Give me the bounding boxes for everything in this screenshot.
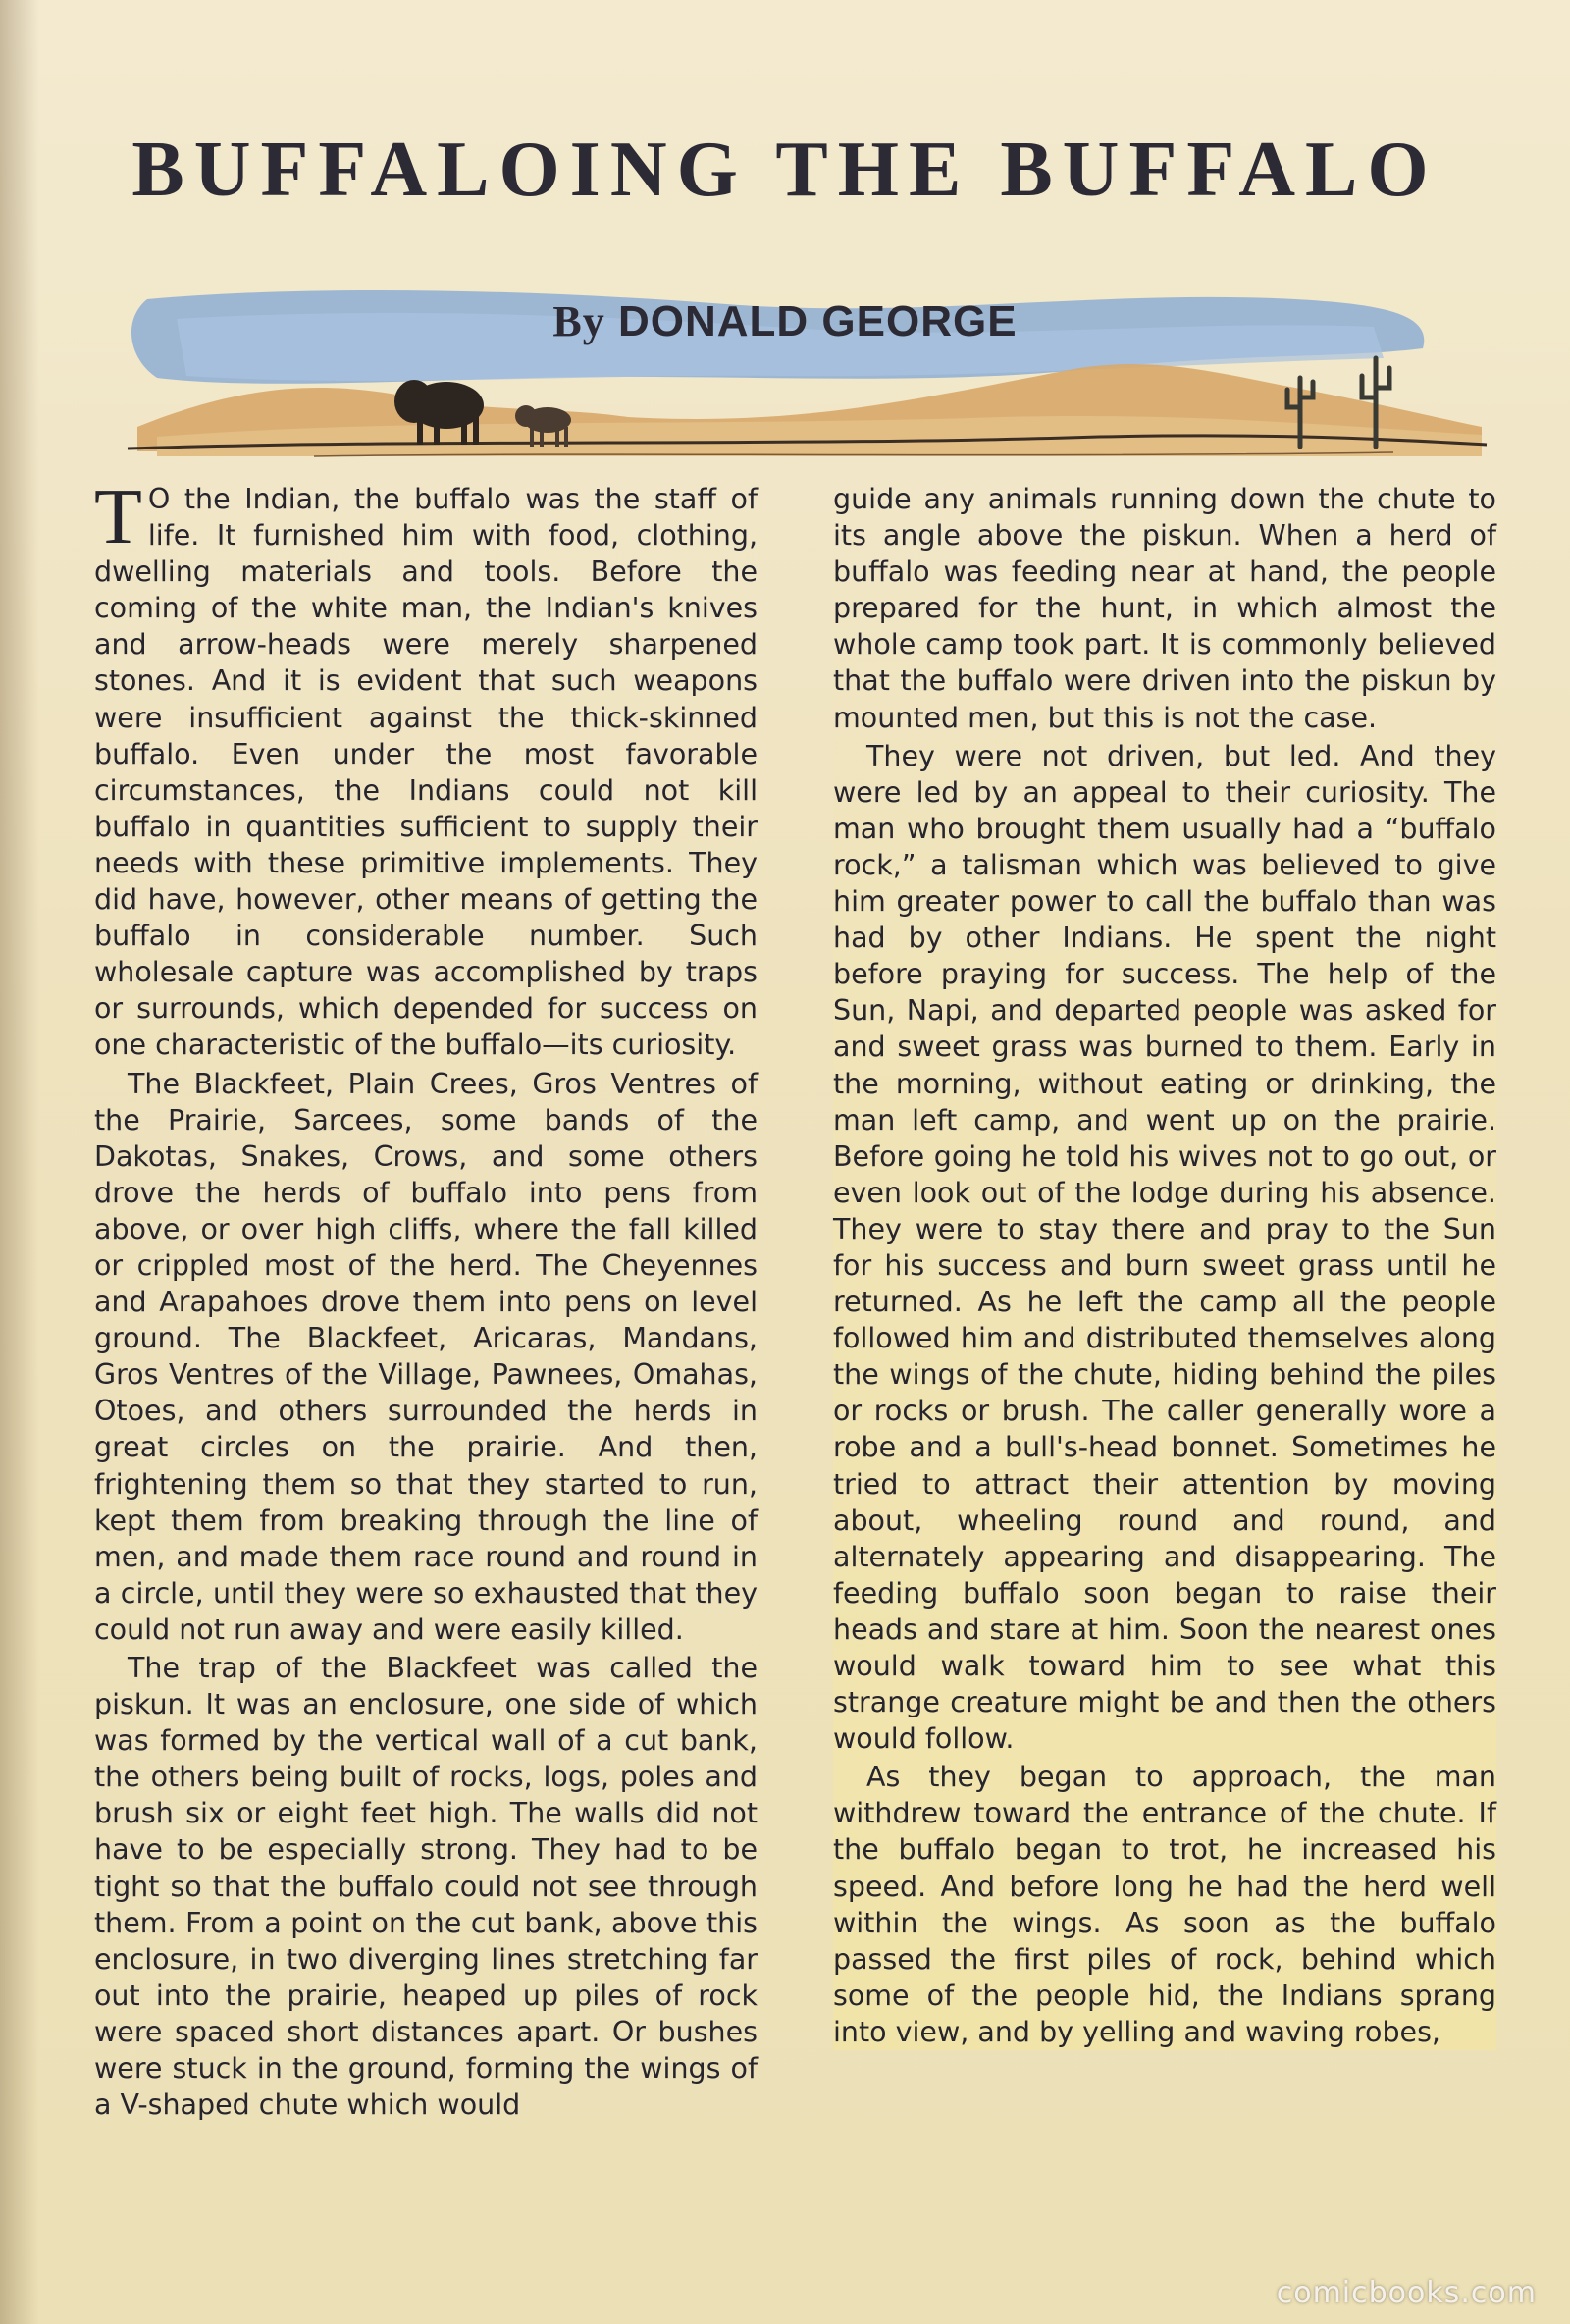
- right-column: [833, 481, 1496, 2050]
- byline-author: DONALD GEORGE: [618, 297, 1018, 345]
- paragraph: T O the Indian, the buffalo was the staff of life. It furnished him with food, clothing, dwelling materials and tools. Before the coming of the white man, the Indian's knives and arrow-heads were merely sharpened stones. And it is evident that such weapons were insufficient against the thick-skinned buffalo. Even under the most favorable circumstances, the Indians could not kill buffalo in quantities sufficient to supply their needs with these primitive implements. They did have, however, other means of getting the buffalo in considerable number. Such wholesale capture was accomplished by traps or surrounds, which depended for success on one characteristic of the buffalo—its curiosity.: [94, 474, 758, 1062]
- article-byline: [0, 296, 1570, 346]
- paragraph: As they began to approach, the man withdrew toward the entrance of the chute. If the buffalo began to trot, he increased his speed. And before long he had the herd well within the wings. As soon as the buffalo passed the first piles of rock, behind which some of the people hid, the Indians sprang into view, and by yelling and waving robes,: [833, 1761, 1496, 2048]
- left-column: [94, 474, 758, 2123]
- drop-cap: T: [94, 474, 142, 560]
- paragraph: The trap of the Blackfeet was called the piskun. It was an enclosure, one side of which was formed by the vertical wall of a cut bank, the others being built of rocks, logs, poles and brush six or eight feet high. The walls did not have to be especially strong. They had to be tight so that the buffalo could not see through them. From a point on the cut bank, above this enclosure, in two diverging lines stretching far out into the prairie, heaped up piles of rock were spaced short distances apart. Or bushes were stuck in the ground, forming the wings of a V-shaped chute which would: [94, 1652, 758, 2122]
- paragraph: guide any animals running down the chute to its angle above the piskun. When a herd of buffalo was feeding near at hand, the people prepared for the hunt, in which almost the whole camp took part. It is commonly believed that the buffalo were driven into the piskun by mounted men, but this is not the case.: [833, 483, 1496, 734]
- byline-by: By: [552, 297, 605, 345]
- paragraph: The Blackfeet, Plain Crees, Gros Ventres of the Prairie, Sarcees, some bands of the Dakotas, Snakes, Crows, and some others drove the herds of buffalo into pens from above, or over high cliffs, where the fall killed or crippled most of the herd. The Cheyennes and Arapahoes drove them into pens on level ground. The Blackfeet, Aricaras, Mandans, Gros Ventres of the Village, Pawnees, Omahas, Otoes, and others surrounded the herds in great circles on the prairie. And then, frightening them so that they started to run, kept them from breaking through the line of men, and made them race round and round in a circle, until they were so exhausted that they could not run away and were easily killed.: [94, 1067, 758, 1646]
- article-title: BUFFALOING THE BUFFALO: [131, 127, 1439, 213]
- site-watermark: comicbooks.com: [1276, 2276, 1537, 2310]
- paragraph: They were not driven, but led. And they were led by an appeal to their curiosity. The man who brought them usually had a “buffalo rock,” a talisman which was believed to give him greater power to call the buffalo than was had by other Indians. He spent the night before praying for success. The help of the Sun, Napi, and departed people was asked for and sweet grass was burned to them. Early in the morning, without eating or drinking, the man left camp, and went up on the prairie. Before going he told his wives not to go out, or even look out of the lodge during his absence. They were to stay there and pray to the Sun for his success and burn sweet grass until he returned. As he left the camp all the people followed him and distributed themselves along the wings of the chute, hiding behind the piles or rocks or brush. The caller generally wore a robe and a bull's-head bonnet. Sometimes he tried to attract their attention by moving about, wheeling round and round, and alternately appearing and disappearing. The feeding buffalo soon began to raise their heads and stare at him. Soon the nearest ones would walk toward him to see what this strange creature might be and then the others would follow.: [833, 739, 1496, 1756]
- binding-shadow: [0, 0, 39, 2324]
